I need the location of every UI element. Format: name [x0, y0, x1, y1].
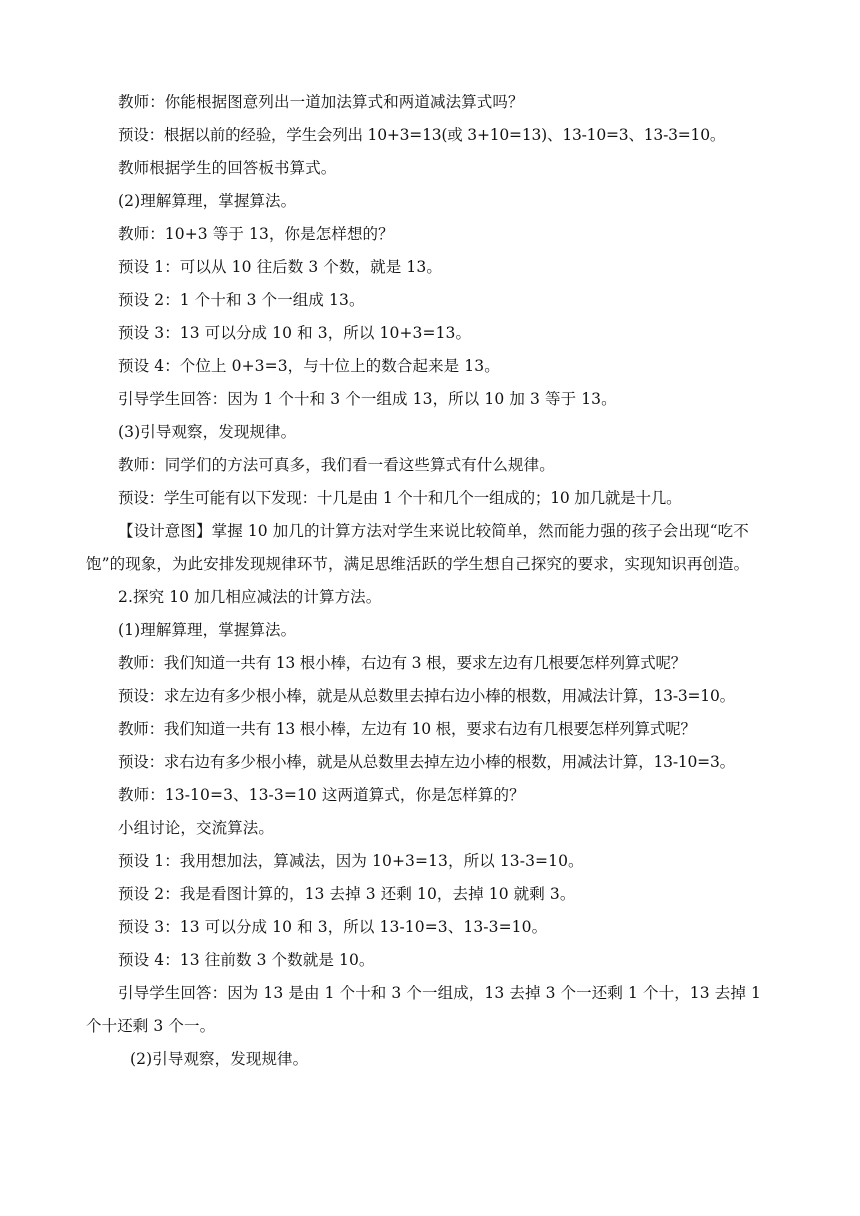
paragraph-teacher-left: 教师：我们知道一共有 13 根小棒，右边有 3 根，要求左边有几根要怎样列算式呢？: [118, 654, 687, 672]
section-heading-understand: (2)理解算理，掌握算法。: [118, 192, 297, 210]
paragraph-preset-2: 预设 2：1 个十和 3 个一组成 13。: [118, 291, 365, 309]
paragraph-preset-right: 预设：求右边有多少根小棒，就是从总数里去掉左边小棒的根数，用减法计算，13-10=3。: [118, 753, 735, 771]
paragraph-preset-equations: 预设：根据以前的经验，学生会列出 10+3=13(或 3+10=13)、13-10=3、13-3=10。: [118, 126, 726, 144]
paragraph-preset-discovery: 预设：学生可能有以下发现：十几是由 1 个十和几个一组成的；10 加几就是十几。: [118, 489, 682, 507]
paragraph-preset-sub-1: 预设 1：我用想加法，算减法，因为 10+3=13，所以 13-3=10。: [118, 852, 584, 870]
paragraph-guide-answer-2: 引导学生回答：因为 13 是由 1 个十和 3 个一组成，13 去掉 3 个一还剩 1 个十，13 去掉 1 个十还剩 3 个一。: [86, 984, 761, 1035]
document-body: [86, 86, 772, 1076]
paragraph-preset-left: 预设：求左边有多少根小棒，就是从总数里去掉右边小棒的根数，用减法计算，13-3=10。: [118, 687, 735, 705]
paragraph-teacher-how: 教师：10+3 等于 13，你是怎样想的？: [118, 225, 394, 243]
paragraph-teacher-question: 教师：你能根据图意列出一道加法算式和两道减法算式吗？: [118, 93, 524, 111]
paragraph-design-intent: 【设计意图】掌握 10 加几的计算方法对学生来说比较简单，然而能力强的孩子会出现“吃不饱”的现象，为此安排发现规律环节，满足思维活跃的学生想自己探究的要求，实现知识再创造。: [86, 522, 750, 573]
paragraph-preset-4: 预设 4：个位上 0+3=3，与十位上的数合起来是 13。: [118, 357, 500, 375]
paragraph-preset-sub-2: 预设 2：我是看图计算的，13 去掉 3 还剩 10，去掉 10 就剩 3。: [118, 885, 576, 903]
section-heading-observe: (3)引导观察，发现规律。: [118, 423, 297, 441]
paragraph-preset-1: 预设 1：可以从 10 往后数 3 个数，就是 13。: [118, 258, 442, 276]
paragraph-guide-answer: 引导学生回答：因为 1 个十和 3 个一组成 13，所以 10 加 3 等于 13。: [118, 390, 617, 408]
paragraph-preset-3: 预设 3：13 可以分成 10 和 3，所以 10+3=13。: [118, 324, 472, 342]
section-heading-observe-2: (2)引导观察，发现规律。: [130, 1050, 309, 1068]
paragraph-preset-sub-3: 预设 3：13 可以分成 10 和 3，所以 13-10=3、13-3=10。: [118, 918, 548, 936]
paragraph-board-writing: 教师根据学生的回答板书算式。: [118, 159, 337, 177]
paragraph-teacher-pattern: 教师：同学们的方法可真多，我们看一看这些算式有什么规律。: [118, 456, 555, 474]
paragraph-teacher-calc: 教师：13-10=3、13-3=10 这两道算式，你是怎样算的？: [118, 786, 525, 804]
section-heading-explore-subtraction: 2.探究 10 加几相应减法的计算方法。: [118, 588, 382, 606]
section-heading-understand-2: (1)理解算理，掌握算法。: [118, 621, 297, 639]
paragraph-teacher-right: 教师：我们知道一共有 13 根小棒，左边有 10 根，要求右边有几根要怎样列算式呢？: [118, 720, 696, 738]
paragraph-preset-sub-4: 预设 4：13 往前数 3 个数就是 10。: [118, 951, 375, 969]
paragraph-group-discussion: 小组讨论，交流算法。: [118, 819, 275, 837]
